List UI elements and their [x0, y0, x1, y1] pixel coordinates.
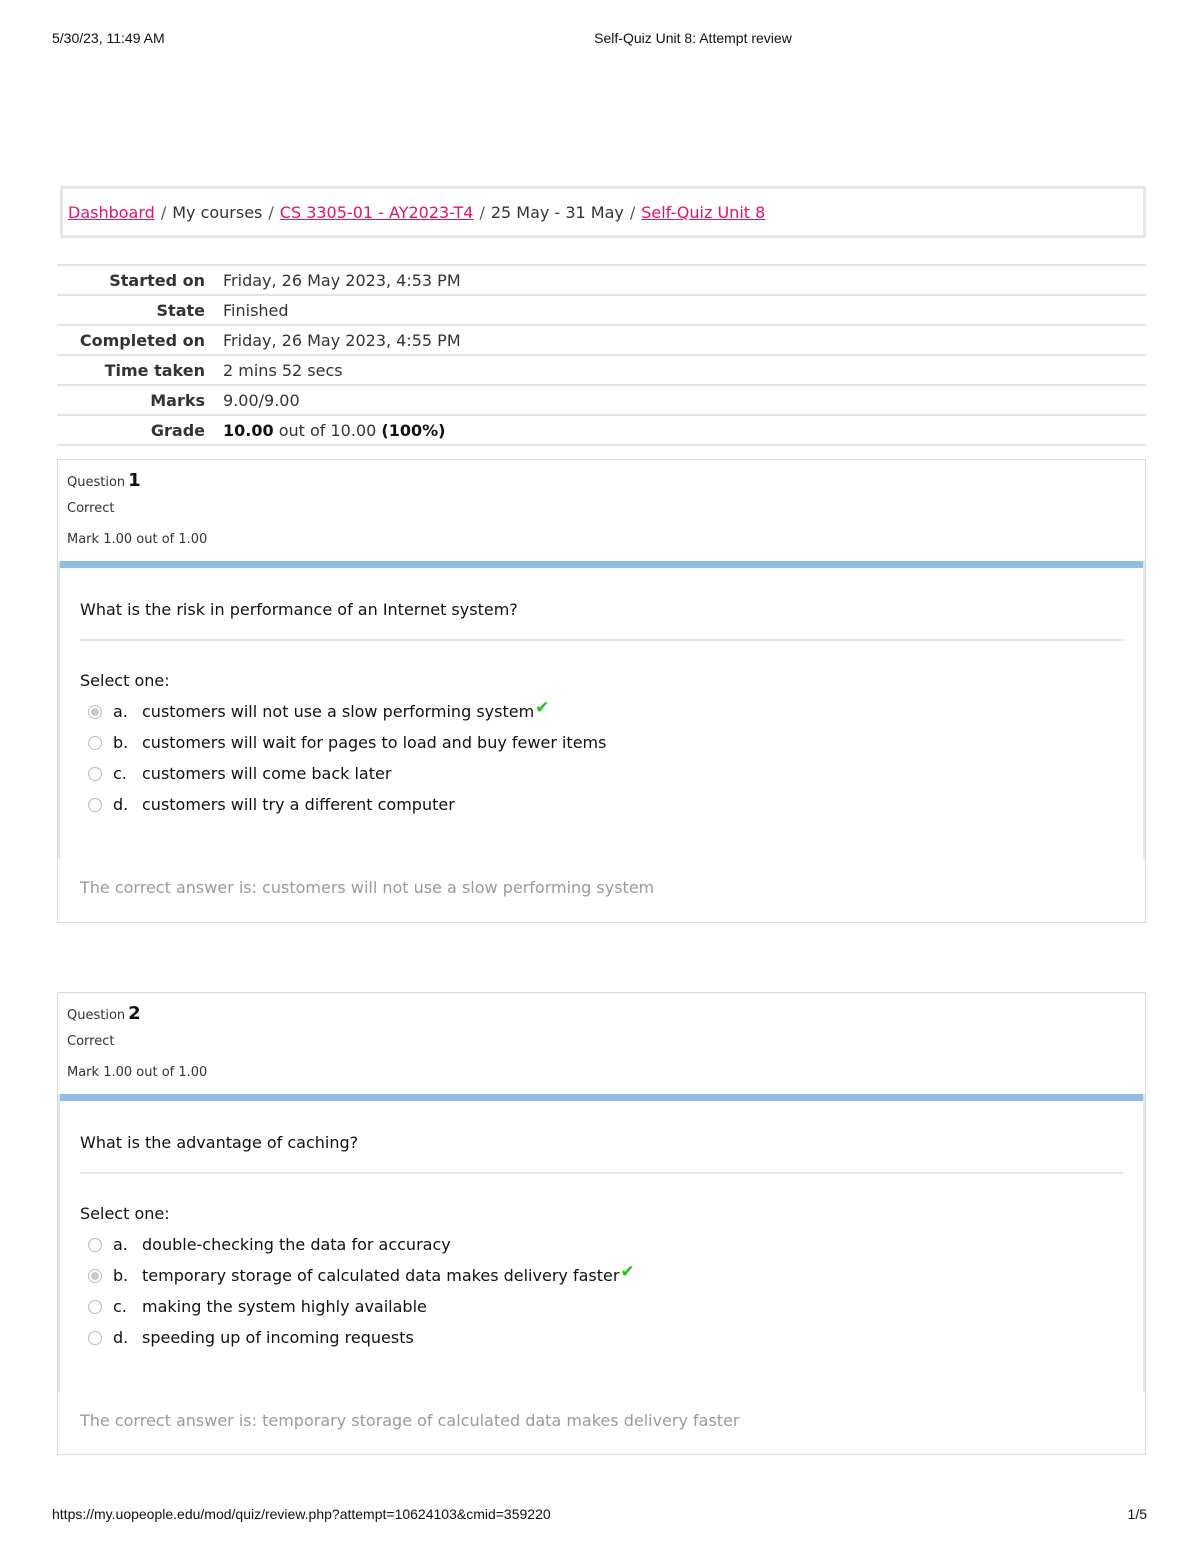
question-content — [58, 568, 1145, 860]
print-title: Self-Quiz Unit 8: Attempt review — [594, 30, 792, 46]
question-feedback — [58, 860, 1145, 924]
question-card-2 — [57, 992, 1146, 1455]
option-letter: d. — [113, 795, 129, 814]
summary-label: Marks — [150, 390, 205, 410]
grade-out-of: out of 10.00 — [278, 420, 377, 440]
question-text: What is the risk in performance of an Internet system? — [80, 600, 1123, 641]
breadcrumb-separator: / — [629, 203, 636, 222]
question-feedback — [58, 1393, 1145, 1457]
option-text: temporary storage of calculated data makes delivery faster — [142, 1266, 620, 1285]
radio-button[interactable] — [88, 1238, 102, 1252]
option-letter: c. — [113, 764, 127, 783]
attempt-summary-table — [57, 264, 1146, 446]
correct-check-icon: ✔ — [535, 697, 550, 718]
option-text: making the system highly available — [142, 1297, 427, 1316]
question-state: Correct — [67, 501, 115, 516]
answer-option[interactable] — [80, 1229, 1123, 1260]
question-content — [58, 1101, 1145, 1393]
question-info — [58, 993, 1145, 1094]
summary-row-state — [57, 296, 1146, 326]
summary-label: Completed on — [79, 330, 205, 350]
right-answer-text: The correct answer is: customers will not use a slow performing system — [80, 878, 655, 897]
summary-label: Grade — [150, 420, 205, 440]
summary-value: Finished — [223, 300, 289, 320]
summary-row-grade — [57, 416, 1146, 446]
right-answer-text: The correct answer is: temporary storage of calculated data makes delivery faster — [80, 1411, 740, 1430]
option-letter: a. — [113, 1235, 128, 1254]
answer-option[interactable] — [80, 727, 1123, 758]
grade-percent: (100%) — [381, 420, 446, 440]
radio-button[interactable] — [88, 767, 102, 781]
breadcrumb-separator: / — [479, 203, 485, 222]
radio-button[interactable] — [88, 1300, 102, 1314]
print-page-number: 1/5 — [1127, 1506, 1147, 1522]
answer-option[interactable] — [80, 1322, 1123, 1353]
summary-label: Started on — [109, 270, 205, 290]
radio-button[interactable] — [88, 798, 102, 812]
breadcrumb-quiz-link[interactable]: Self-Quiz Unit 8 — [641, 203, 766, 222]
option-text: customers will try a different computer — [142, 795, 455, 814]
option-text: customers will come back later — [142, 764, 392, 783]
summary-value: Friday, 26 May 2023, 4:55 PM — [223, 330, 461, 350]
answer-option[interactable] — [80, 1260, 1123, 1291]
option-text: customers will not use a slow performing system — [142, 702, 535, 721]
breadcrumb-course-link[interactable]: CS 3305-01 - AY2023-T4 — [279, 203, 474, 222]
print-url: https://my.uopeople.edu/mod/quiz/review.php?attempt=10624103&cmid=359220 — [52, 1506, 551, 1522]
breadcrumb-dashboard-link[interactable]: Dashboard — [68, 203, 155, 222]
correct-check-icon: ✔ — [620, 1261, 635, 1282]
summary-value: 9.00/9.00 — [223, 390, 300, 410]
option-letter: b. — [113, 1266, 129, 1285]
breadcrumb-my-courses: My courses — [172, 203, 263, 222]
option-letter: d. — [113, 1328, 129, 1347]
question-number: Question 2 — [67, 1003, 141, 1024]
option-letter: c. — [113, 1297, 127, 1316]
option-letter: b. — [113, 733, 129, 752]
breadcrumb — [60, 186, 1146, 238]
question-card-1 — [57, 459, 1146, 923]
grade-score: 10.00 — [223, 420, 274, 440]
print-footer — [0, 1506, 1200, 1526]
question-number: Question 1 — [67, 470, 141, 491]
option-text: speeding up of incoming requests — [142, 1328, 414, 1347]
option-text: double-checking the data for accuracy — [142, 1235, 451, 1254]
question-divider-bar — [58, 561, 1145, 568]
question-state: Correct — [67, 1034, 115, 1049]
question-text: What is the advantage of caching? — [80, 1133, 1123, 1174]
answer-option[interactable] — [80, 758, 1123, 789]
question-mark: Mark 1.00 out of 1.00 — [67, 1065, 208, 1080]
radio-button-selected[interactable] — [88, 1269, 102, 1283]
question-info — [58, 460, 1145, 561]
answer-option[interactable] — [80, 1291, 1123, 1322]
print-datetime: 5/30/23, 11:49 AM — [52, 30, 165, 46]
summary-row-started — [57, 266, 1146, 296]
summary-value: Friday, 26 May 2023, 4:53 PM — [223, 270, 461, 290]
summary-label: State — [156, 300, 205, 320]
breadcrumb-separator: / — [160, 203, 167, 222]
option-text: customers will wait for pages to load and buy fewer items — [142, 733, 607, 752]
grade-value — [223, 421, 445, 440]
select-one-prompt: Select one: — [80, 671, 170, 690]
answer-option[interactable] — [80, 696, 1123, 727]
radio-button[interactable] — [88, 1331, 102, 1345]
radio-button-selected[interactable] — [88, 705, 102, 719]
summary-row-completed — [57, 326, 1146, 356]
breadcrumb-week: 25 May - 31 May — [490, 203, 624, 222]
summary-row-time-taken — [57, 356, 1146, 386]
select-one-prompt: Select one: — [80, 1204, 170, 1223]
breadcrumb-separator: / — [268, 203, 274, 222]
print-header — [0, 30, 1200, 50]
option-letter: a. — [113, 702, 128, 721]
summary-value: 2 mins 52 secs — [223, 360, 343, 380]
summary-row-marks — [57, 386, 1146, 416]
question-mark: Mark 1.00 out of 1.00 — [67, 532, 208, 547]
answer-option[interactable] — [80, 789, 1123, 820]
summary-label: Time taken — [104, 360, 205, 380]
radio-button[interactable] — [88, 736, 102, 750]
question-divider-bar — [58, 1094, 1145, 1101]
